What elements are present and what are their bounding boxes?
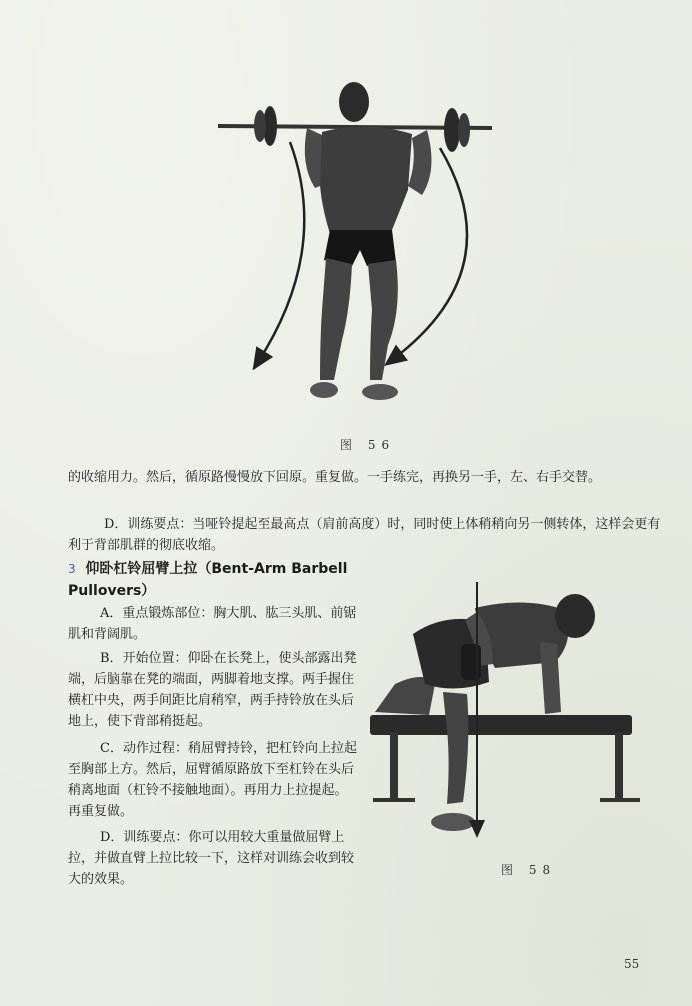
section-paragraph-a: A．重点锻炼部位：胸大肌、肱三头肌、前锯肌和背阔肌。 bbox=[68, 606, 357, 642]
figure-58-caption: 图 58 bbox=[501, 863, 557, 877]
paragraph-continuation: 的收缩用力。然后，循原路慢慢放下回原。重复做。一手练完，再换另一手，左、右手交替。 bbox=[68, 470, 602, 485]
section-number: 3 bbox=[68, 562, 76, 576]
figure-58-illustration bbox=[365, 572, 655, 842]
section-title: 仰卧杠铃屈臂上拉（Bent-Arm Barbell Pullovers） bbox=[68, 561, 348, 599]
section-paragraph-d: D．训练要点：你可以用较大重量做屈臂上拉，并做直臂上拉比较一下，这样对训练会收到较大的效果。 bbox=[68, 830, 355, 887]
section-paragraph-b: B．开始位置：仰卧在长凳上，使头部露出凳端，后脑靠在凳的端面，两脚着地支撑。两手握住横杠中央，两手间距比肩稍窄，两手持铃放在头后地上，使下背部稍挺起。 bbox=[68, 651, 357, 729]
page-number: 55 bbox=[624, 957, 640, 971]
section-heading bbox=[68, 558, 368, 602]
section-paragraph-c: C．动作过程：稍屈臂持铃，把杠铃向上拉起至胸部上方。然后，屈臂循原路放下至杠铃在头后稍离地面（杠铃不接触地面）。再用力上拉提起。再重复做。 bbox=[68, 741, 357, 819]
figure-56-caption: 图 56 bbox=[340, 438, 396, 452]
figure-56-illustration bbox=[212, 70, 502, 415]
paragraph-training-points-d: D．训练要点：当哑铃提起至最高点（肩前高度）时，同时使上体稍稍向另一侧转体，这样会更有利于背部肌群的彻底收缩。 bbox=[68, 517, 661, 553]
